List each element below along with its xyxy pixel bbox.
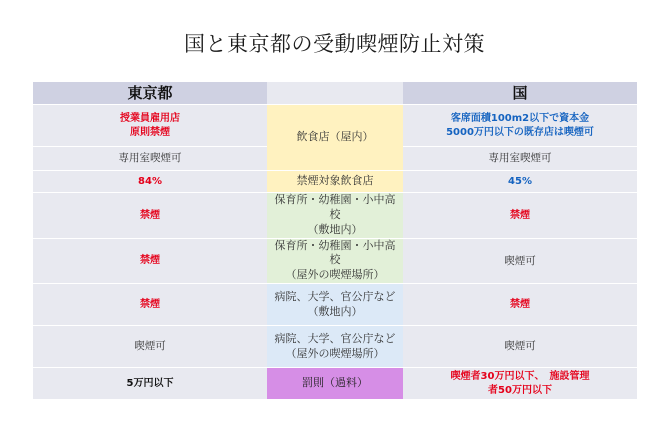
tokyo-percentage: 84%: [33, 171, 267, 193]
table-row: [33, 193, 637, 239]
tokyo-schools-premises: 禁煙: [33, 193, 267, 239]
tokyo-penalty: 5万円以下: [33, 368, 267, 400]
table-row: [33, 368, 637, 400]
category-hospitals-premises: 病院、大学、官公庁など （敷地内）: [267, 284, 403, 326]
tokyo-schools-outdoor: 禁煙: [33, 238, 267, 284]
national-penalty: 喫煙者30万円以下、 施設管理 者50万円以下: [403, 368, 637, 400]
national-smoking-room: 専用室喫煙可: [403, 147, 637, 171]
header-middle: [267, 82, 403, 105]
table-row: [33, 171, 637, 193]
category-restaurant-indoor: 飲食店（屋内）: [267, 105, 403, 171]
national-schools-premises: 禁煙: [403, 193, 637, 239]
national-schools-outdoor: 喫煙可: [403, 238, 637, 284]
national-hospitals-outdoor: 喫煙可: [403, 326, 637, 368]
category-schools-premises: 保育所・幼稚園・小中高校 （敷地内）: [267, 193, 403, 239]
category-hospitals-outdoor: 病院、大学、官公庁など （屋外の喫煙場所）: [267, 326, 403, 368]
national-restaurant-rule: 客席面積100m2以下で資本金 5000万円以下の既存店は喫煙可: [403, 105, 637, 147]
table-row: [33, 326, 637, 368]
national-percentage: 45%: [403, 171, 637, 193]
tokyo-restaurant-rule: 授業員雇用店 原則禁煙: [33, 105, 267, 147]
national-hospitals-premises: 禁煙: [403, 284, 637, 326]
category-penalty: 罰則（過料）: [267, 368, 403, 400]
table-row: [33, 284, 637, 326]
category-nonsmoking-restaurants: 禁煙対象飲食店: [267, 171, 403, 193]
tokyo-smoking-room: 専用室喫煙可: [33, 147, 267, 171]
policy-comparison-table: [33, 81, 637, 400]
tokyo-hospitals-outdoor: 喫煙可: [33, 326, 267, 368]
tokyo-hospitals-premises: 禁煙: [33, 284, 267, 326]
header-national: 国: [403, 82, 637, 105]
table-row: [33, 105, 637, 147]
table-header-row: [33, 82, 637, 105]
page-title: 国と東京都の受動喫煙防止対策: [184, 32, 485, 56]
header-tokyo: 東京都: [33, 82, 267, 105]
table-row: [33, 238, 637, 284]
category-schools-outdoor: 保育所・幼稚園・小中高校 （屋外の喫煙場所）: [267, 238, 403, 284]
